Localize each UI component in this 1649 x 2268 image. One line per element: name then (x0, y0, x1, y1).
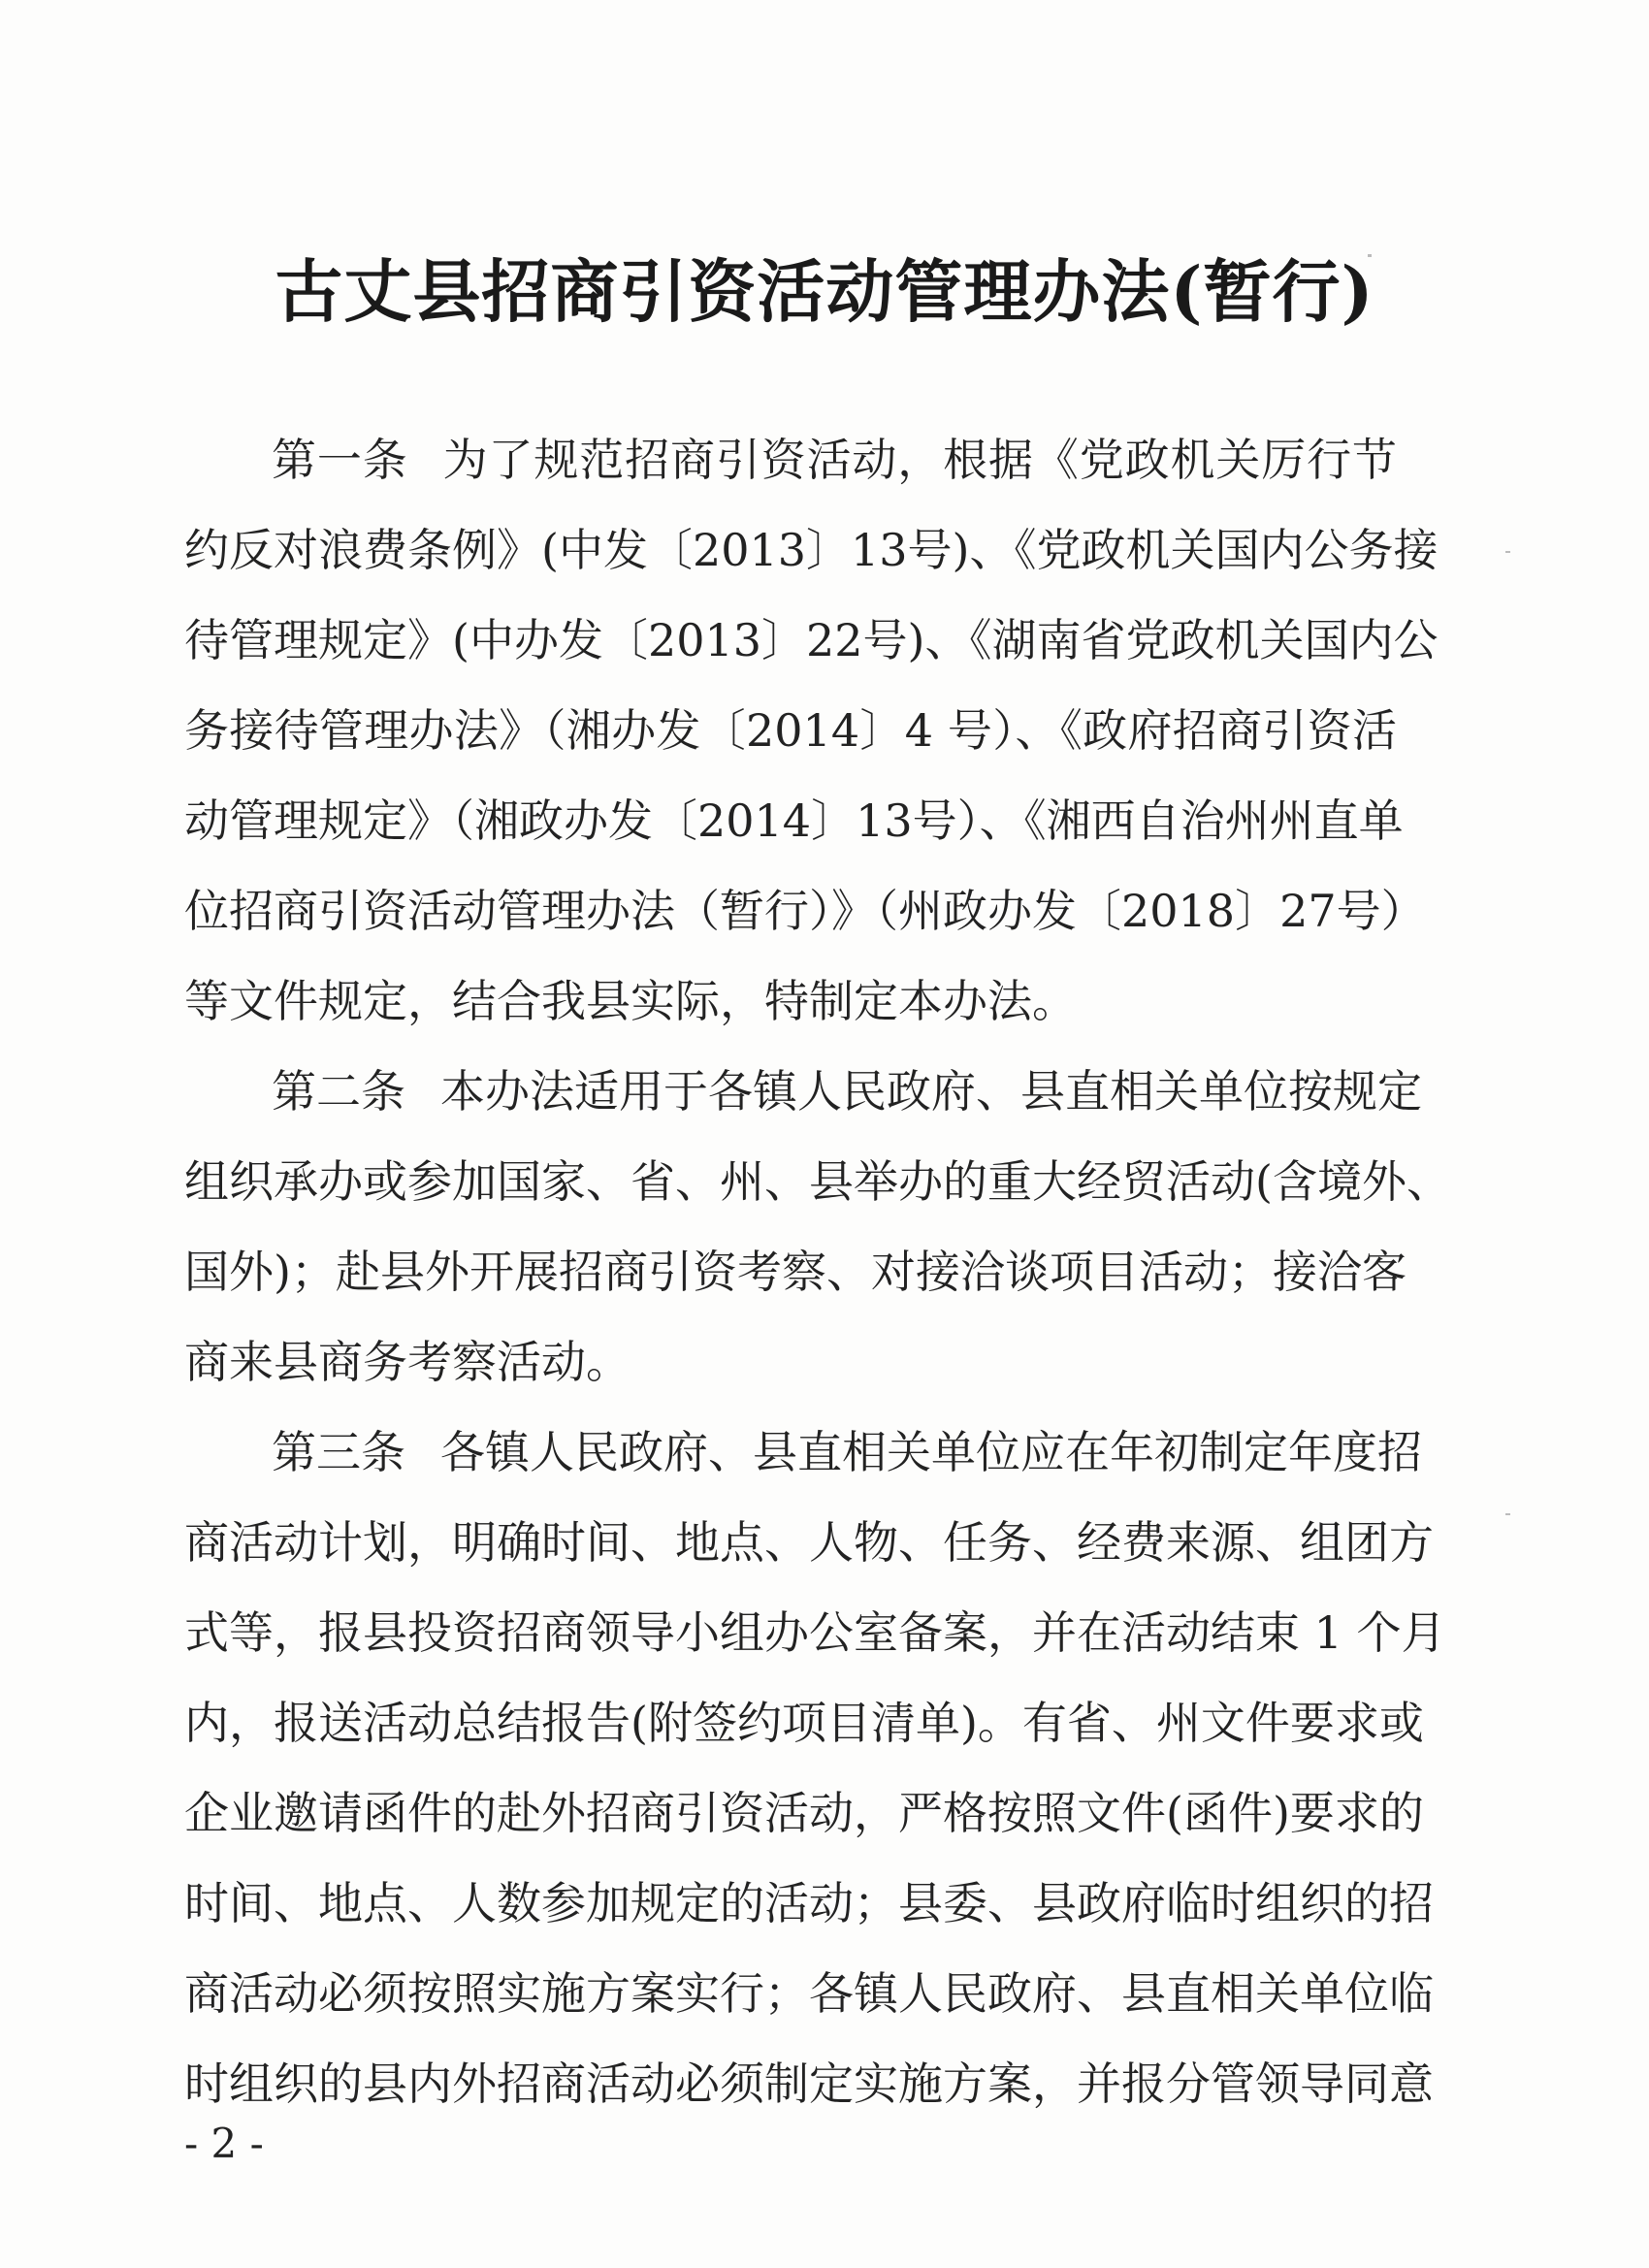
article-2-line-1: 第二条 本办法适用于各镇人民政府、县直相关单位按规定 (272, 1065, 1422, 1118)
article-2-line-2: 组织承办或参加国家、省、州、县举办的重大经贸活动(含境外、 (184, 1155, 1451, 1208)
document-title: 古丈县招商引资活动管理办法(暂行) (275, 251, 1374, 332)
article-1-label: 第一条 (272, 434, 408, 486)
article-3-line-1: 第三条 各镇人民政府、县直相关单位应在年初制定年度招 (272, 1426, 1422, 1478)
article-1-line-4: 务接待管理办法》（湘办发〔2014〕4 号）、《政府招商引资活 (184, 704, 1397, 757)
article-3-line-7: 商活动必须按照实施方案实行；各镇人民政府、县直相关单位临 (184, 1967, 1434, 2020)
scan-speck (1505, 1513, 1510, 1515)
article-3-line-5: 企业邀请函件的赴外招商引资活动，严格按照文件(函件)要求的 (184, 1787, 1424, 1839)
article-1-line-5: 动管理规定》（湘政办发〔2014〕13号）、《湘西自治州州直单 (184, 794, 1404, 847)
document-body (184, 415, 1451, 2129)
article-1-line-3: 待管理规定》(中办发〔2013〕22号)、《湖南省党政机关国内公 (184, 614, 1439, 666)
article-3-line-8: 时组织的县内外招商活动必须制定实施方案，并报分管领导同意 (184, 2057, 1434, 2110)
article-1-line-6: 位招商引资活动管理办法（暂行）》（州政办发〔2018〕27号） (184, 885, 1426, 937)
article-1-line-1: 第一条 为了规范招商引资活动，根据《党政机关厉行节 (272, 434, 1398, 486)
scan-speck (1505, 551, 1510, 553)
article-3-line-6: 时间、地点、人数参加规定的活动；县委、县政府临时组织的招 (184, 1877, 1434, 1929)
article-3-label: 第三条 (272, 1426, 405, 1478)
article-1-line-7: 等文件规定，结合我县实际，特制定本办法。 (184, 975, 1077, 1027)
article-2-line-3: 国外)；赴县外开展招商引资考察、对接洽谈项目活动；接洽客 (184, 1246, 1406, 1298)
article-3-line-3: 式等，报县投资招商领导小组办公室备案，并在活动结束 1 个月 (184, 1606, 1446, 1659)
page-number: - 2 - (184, 2120, 264, 2167)
article-1-line-2: 约反对浪费条例》(中发〔2013〕13号)、《党政机关国内公务接 (184, 524, 1439, 576)
article-3-line-2: 商活动计划，明确时间、地点、人物、任务、经费来源、组团方 (184, 1516, 1434, 1569)
article-2-label: 第二条 (272, 1065, 405, 1118)
article-2-line-4: 商来县商务考察活动。 (184, 1336, 630, 1388)
article-3-line-4: 内，报送活动总结报告(附签约项目清单)。有省、州文件要求或 (184, 1697, 1424, 1749)
